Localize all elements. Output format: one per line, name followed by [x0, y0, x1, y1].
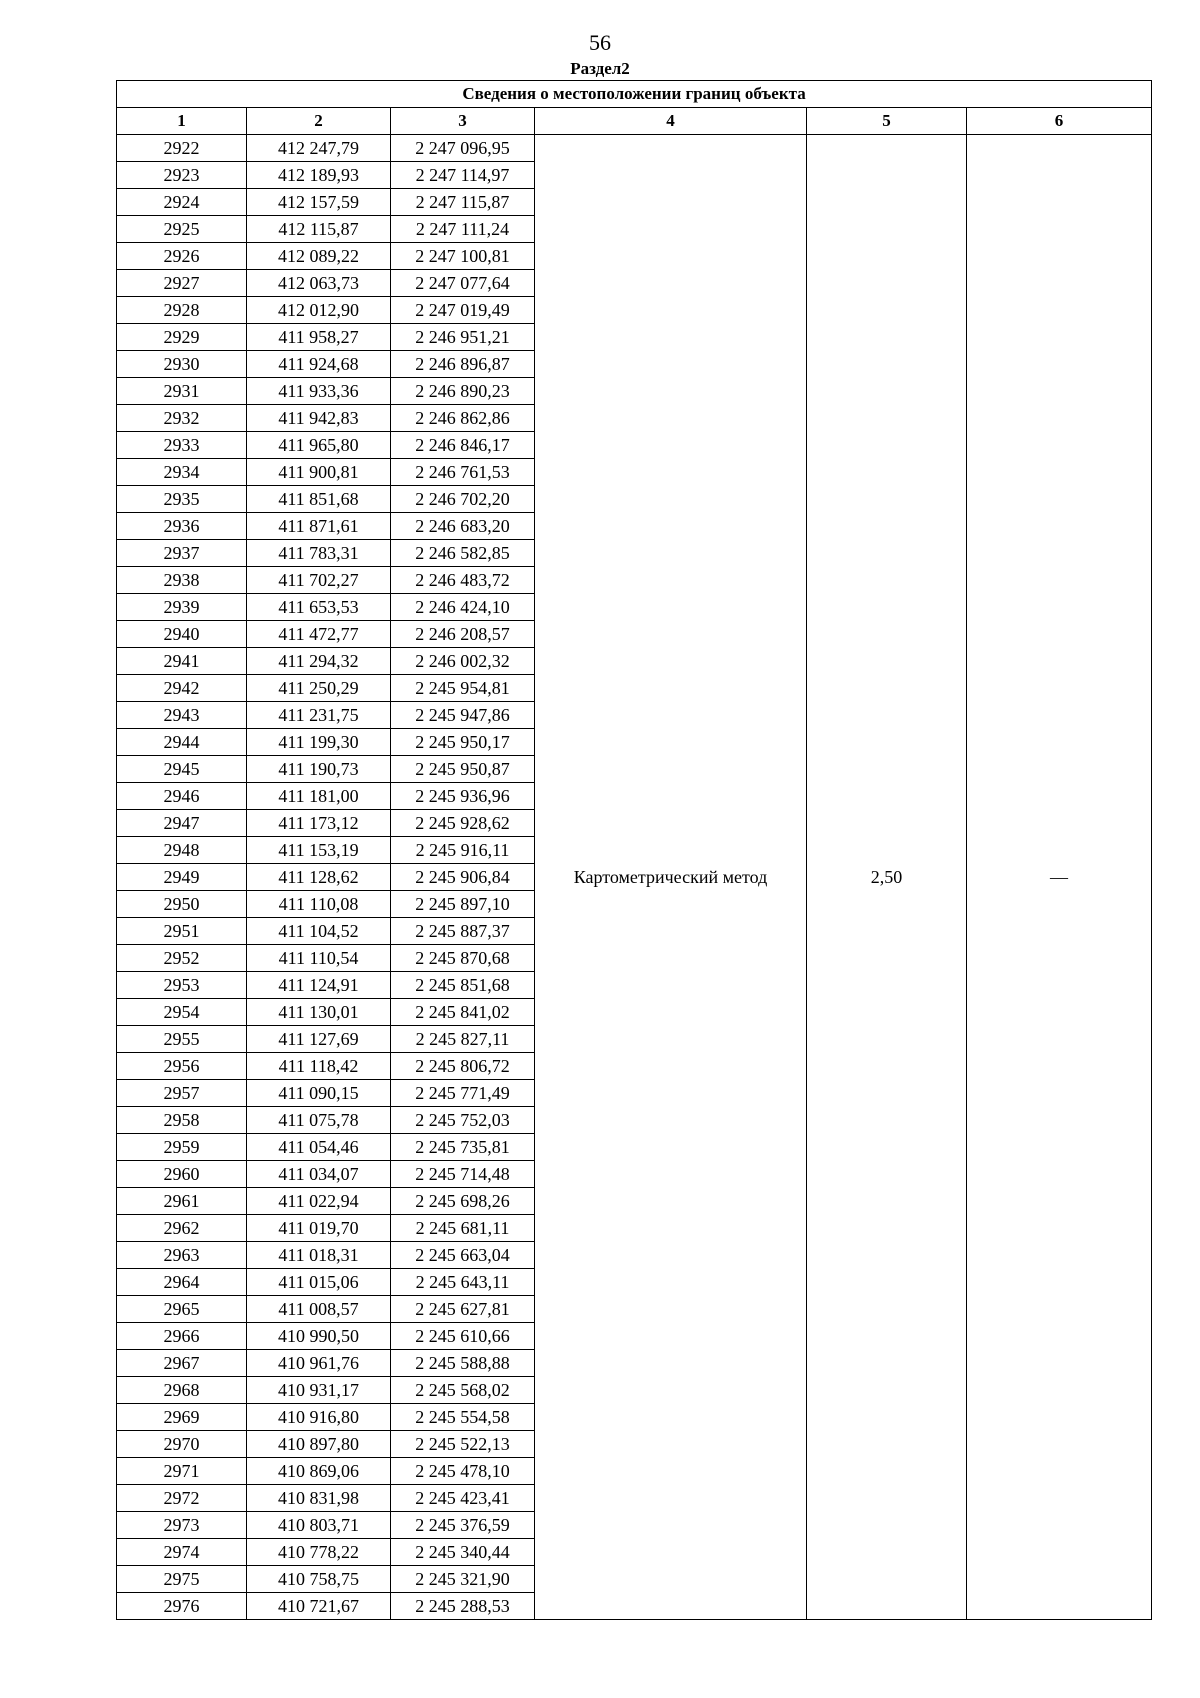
x-coordinate-cell: 412 063,73 — [247, 270, 391, 297]
point-number-cell: 2951 — [117, 918, 247, 945]
x-coordinate-cell: 412 089,22 — [247, 243, 391, 270]
x-coordinate-cell: 411 110,54 — [247, 945, 391, 972]
x-coordinate-cell: 411 181,00 — [247, 783, 391, 810]
point-number-cell: 2967 — [117, 1350, 247, 1377]
y-coordinate-cell: 2 246 483,72 — [391, 567, 535, 594]
x-coordinate-cell: 411 127,69 — [247, 1026, 391, 1053]
y-coordinate-cell: 2 246 890,23 — [391, 378, 535, 405]
y-coordinate-cell: 2 246 424,10 — [391, 594, 535, 621]
x-coordinate-cell: 411 851,68 — [247, 486, 391, 513]
point-number-cell: 2956 — [117, 1053, 247, 1080]
point-number-cell: 2949 — [117, 864, 247, 891]
y-coordinate-cell: 2 246 761,53 — [391, 459, 535, 486]
point-number-cell: 2927 — [117, 270, 247, 297]
table-body — [117, 135, 1152, 1620]
point-number-cell: 2960 — [117, 1161, 247, 1188]
y-coordinate-cell: 2 245 870,68 — [391, 945, 535, 972]
table-header-row — [117, 108, 1152, 135]
y-coordinate-cell: 2 245 340,44 — [391, 1539, 535, 1566]
column-header-6: 6 — [967, 108, 1152, 135]
y-coordinate-cell: 2 245 714,48 — [391, 1161, 535, 1188]
y-coordinate-cell: 2 246 683,20 — [391, 513, 535, 540]
y-coordinate-cell: 2 246 582,85 — [391, 540, 535, 567]
y-coordinate-cell: 2 245 954,81 — [391, 675, 535, 702]
point-number-cell: 2958 — [117, 1107, 247, 1134]
y-coordinate-cell: 2 245 522,13 — [391, 1431, 535, 1458]
x-coordinate-cell: 410 831,98 — [247, 1485, 391, 1512]
point-number-cell: 2970 — [117, 1431, 247, 1458]
x-coordinate-cell: 411 250,29 — [247, 675, 391, 702]
point-number-cell: 2940 — [117, 621, 247, 648]
y-coordinate-cell: 2 245 950,17 — [391, 729, 535, 756]
y-coordinate-cell: 2 246 846,17 — [391, 432, 535, 459]
point-number-cell: 2923 — [117, 162, 247, 189]
y-coordinate-cell: 2 245 851,68 — [391, 972, 535, 999]
y-coordinate-cell: 2 245 663,04 — [391, 1242, 535, 1269]
y-coordinate-cell: 2 246 862,86 — [391, 405, 535, 432]
y-coordinate-cell: 2 246 208,57 — [391, 621, 535, 648]
point-number-cell: 2950 — [117, 891, 247, 918]
y-coordinate-cell: 2 245 568,02 — [391, 1377, 535, 1404]
point-number-cell: 2976 — [117, 1593, 247, 1620]
x-coordinate-cell: 412 012,90 — [247, 297, 391, 324]
y-coordinate-cell: 2 247 100,81 — [391, 243, 535, 270]
point-number-cell: 2947 — [117, 810, 247, 837]
x-coordinate-cell: 411 199,30 — [247, 729, 391, 756]
x-coordinate-cell: 411 924,68 — [247, 351, 391, 378]
y-coordinate-cell: 2 245 735,81 — [391, 1134, 535, 1161]
point-number-cell: 2929 — [117, 324, 247, 351]
x-coordinate-cell: 411 231,75 — [247, 702, 391, 729]
x-coordinate-cell: 411 173,12 — [247, 810, 391, 837]
y-coordinate-cell: 2 246 896,87 — [391, 351, 535, 378]
y-coordinate-cell: 2 245 936,96 — [391, 783, 535, 810]
x-coordinate-cell: 411 190,73 — [247, 756, 391, 783]
point-number-cell: 2974 — [117, 1539, 247, 1566]
x-coordinate-cell: 410 803,71 — [247, 1512, 391, 1539]
point-number-cell: 2962 — [117, 1215, 247, 1242]
y-coordinate-cell: 2 247 096,95 — [391, 135, 535, 162]
x-coordinate-cell: 411 958,27 — [247, 324, 391, 351]
point-number-cell: 2930 — [117, 351, 247, 378]
point-number-cell: 2945 — [117, 756, 247, 783]
point-number-cell: 2972 — [117, 1485, 247, 1512]
x-coordinate-cell: 411 008,57 — [247, 1296, 391, 1323]
x-coordinate-cell: 411 294,32 — [247, 648, 391, 675]
boundary-coordinates-table — [116, 80, 1152, 1620]
point-number-cell: 2966 — [117, 1323, 247, 1350]
x-coordinate-cell: 410 869,06 — [247, 1458, 391, 1485]
point-number-cell: 2969 — [117, 1404, 247, 1431]
y-coordinate-cell: 2 247 111,24 — [391, 216, 535, 243]
description-cell: — — [967, 135, 1152, 1620]
point-number-cell: 2959 — [117, 1134, 247, 1161]
x-coordinate-cell: 411 653,53 — [247, 594, 391, 621]
y-coordinate-cell: 2 245 423,41 — [391, 1485, 535, 1512]
point-number-cell: 2931 — [117, 378, 247, 405]
point-number-cell: 2928 — [117, 297, 247, 324]
point-number-cell: 2935 — [117, 486, 247, 513]
x-coordinate-cell: 411 104,52 — [247, 918, 391, 945]
x-coordinate-cell: 411 075,78 — [247, 1107, 391, 1134]
y-coordinate-cell: 2 245 478,10 — [391, 1458, 535, 1485]
x-coordinate-cell: 411 015,06 — [247, 1269, 391, 1296]
y-coordinate-cell: 2 245 950,87 — [391, 756, 535, 783]
x-coordinate-cell: 412 247,79 — [247, 135, 391, 162]
point-number-cell: 2948 — [117, 837, 247, 864]
point-number-cell: 2943 — [117, 702, 247, 729]
point-number-cell: 2964 — [117, 1269, 247, 1296]
x-coordinate-cell: 410 721,67 — [247, 1593, 391, 1620]
section-label: Раздел2 — [570, 59, 630, 78]
x-coordinate-cell: 411 124,91 — [247, 972, 391, 999]
y-coordinate-cell: 2 245 588,88 — [391, 1350, 535, 1377]
x-coordinate-cell: 411 965,80 — [247, 432, 391, 459]
point-number-cell: 2941 — [117, 648, 247, 675]
y-coordinate-cell: 2 245 698,26 — [391, 1188, 535, 1215]
point-number-cell: 2939 — [117, 594, 247, 621]
point-number-cell: 2932 — [117, 405, 247, 432]
point-number-cell: 2924 — [117, 189, 247, 216]
y-coordinate-cell: 2 245 897,10 — [391, 891, 535, 918]
x-coordinate-cell: 412 189,93 — [247, 162, 391, 189]
point-number-cell: 2938 — [117, 567, 247, 594]
x-coordinate-cell: 410 961,76 — [247, 1350, 391, 1377]
point-number-cell: 2933 — [117, 432, 247, 459]
y-coordinate-cell: 2 245 806,72 — [391, 1053, 535, 1080]
y-coordinate-cell: 2 245 554,58 — [391, 1404, 535, 1431]
x-coordinate-cell: 411 019,70 — [247, 1215, 391, 1242]
y-coordinate-cell: 2 245 887,37 — [391, 918, 535, 945]
column-header-2: 2 — [247, 108, 391, 135]
y-coordinate-cell: 2 245 947,86 — [391, 702, 535, 729]
y-coordinate-cell: 2 245 916,11 — [391, 837, 535, 864]
point-number-cell: 2926 — [117, 243, 247, 270]
point-number-cell: 2973 — [117, 1512, 247, 1539]
x-coordinate-cell: 411 130,01 — [247, 999, 391, 1026]
point-number-cell: 2944 — [117, 729, 247, 756]
x-coordinate-cell: 410 916,80 — [247, 1404, 391, 1431]
column-header-1: 1 — [117, 108, 247, 135]
x-coordinate-cell: 411 702,27 — [247, 567, 391, 594]
x-coordinate-cell: 410 758,75 — [247, 1566, 391, 1593]
point-number-cell: 2965 — [117, 1296, 247, 1323]
table-row — [117, 135, 1152, 162]
y-coordinate-cell: 2 245 928,62 — [391, 810, 535, 837]
y-coordinate-cell: 2 246 002,32 — [391, 648, 535, 675]
y-coordinate-cell: 2 247 114,97 — [391, 162, 535, 189]
point-number-cell: 2954 — [117, 999, 247, 1026]
x-coordinate-cell: 411 110,08 — [247, 891, 391, 918]
x-coordinate-cell: 411 034,07 — [247, 1161, 391, 1188]
x-coordinate-cell: 411 783,31 — [247, 540, 391, 567]
x-coordinate-cell: 411 090,15 — [247, 1080, 391, 1107]
point-number-cell: 2952 — [117, 945, 247, 972]
x-coordinate-cell: 411 942,83 — [247, 405, 391, 432]
y-coordinate-cell: 2 245 376,59 — [391, 1512, 535, 1539]
accuracy-cell: 2,50 — [807, 135, 967, 1620]
x-coordinate-cell: 411 118,42 — [247, 1053, 391, 1080]
x-coordinate-cell: 411 153,19 — [247, 837, 391, 864]
page-number: 56 — [589, 30, 611, 55]
point-number-cell: 2936 — [117, 513, 247, 540]
x-coordinate-cell: 412 157,59 — [247, 189, 391, 216]
column-header-5: 5 — [807, 108, 967, 135]
x-coordinate-cell: 411 472,77 — [247, 621, 391, 648]
table-title: Сведения о местоположении границ объекта — [117, 81, 1152, 108]
y-coordinate-cell: 2 247 077,64 — [391, 270, 535, 297]
x-coordinate-cell: 410 990,50 — [247, 1323, 391, 1350]
point-number-cell: 2953 — [117, 972, 247, 999]
y-coordinate-cell: 2 247 115,87 — [391, 189, 535, 216]
x-coordinate-cell: 411 022,94 — [247, 1188, 391, 1215]
table-title-row — [117, 81, 1152, 108]
point-number-cell: 2925 — [117, 216, 247, 243]
method-cell: Картометрический метод — [535, 135, 807, 1620]
y-coordinate-cell: 2 246 951,21 — [391, 324, 535, 351]
point-number-cell: 2961 — [117, 1188, 247, 1215]
x-coordinate-cell: 412 115,87 — [247, 216, 391, 243]
y-coordinate-cell: 2 247 019,49 — [391, 297, 535, 324]
y-coordinate-cell: 2 245 321,90 — [391, 1566, 535, 1593]
point-number-cell: 2975 — [117, 1566, 247, 1593]
point-number-cell: 2957 — [117, 1080, 247, 1107]
point-number-cell: 2934 — [117, 459, 247, 486]
x-coordinate-cell: 410 931,17 — [247, 1377, 391, 1404]
y-coordinate-cell: 2 245 841,02 — [391, 999, 535, 1026]
y-coordinate-cell: 2 245 752,03 — [391, 1107, 535, 1134]
y-coordinate-cell: 2 245 610,66 — [391, 1323, 535, 1350]
x-coordinate-cell: 411 018,31 — [247, 1242, 391, 1269]
x-coordinate-cell: 411 871,61 — [247, 513, 391, 540]
point-number-cell: 2937 — [117, 540, 247, 567]
y-coordinate-cell: 2 246 702,20 — [391, 486, 535, 513]
x-coordinate-cell: 411 933,36 — [247, 378, 391, 405]
y-coordinate-cell: 2 245 627,81 — [391, 1296, 535, 1323]
point-number-cell: 2946 — [117, 783, 247, 810]
y-coordinate-cell: 2 245 288,53 — [391, 1593, 535, 1620]
x-coordinate-cell: 411 128,62 — [247, 864, 391, 891]
x-coordinate-cell: 411 900,81 — [247, 459, 391, 486]
point-number-cell: 2922 — [117, 135, 247, 162]
point-number-cell: 2963 — [117, 1242, 247, 1269]
x-coordinate-cell: 410 897,80 — [247, 1431, 391, 1458]
y-coordinate-cell: 2 245 681,11 — [391, 1215, 535, 1242]
point-number-cell: 2955 — [117, 1026, 247, 1053]
point-number-cell: 2942 — [117, 675, 247, 702]
y-coordinate-cell: 2 245 771,49 — [391, 1080, 535, 1107]
x-coordinate-cell: 410 778,22 — [247, 1539, 391, 1566]
column-header-4: 4 — [535, 108, 807, 135]
point-number-cell: 2971 — [117, 1458, 247, 1485]
column-header-3: 3 — [391, 108, 535, 135]
x-coordinate-cell: 411 054,46 — [247, 1134, 391, 1161]
y-coordinate-cell: 2 245 643,11 — [391, 1269, 535, 1296]
point-number-cell: 2968 — [117, 1377, 247, 1404]
y-coordinate-cell: 2 245 827,11 — [391, 1026, 535, 1053]
y-coordinate-cell: 2 245 906,84 — [391, 864, 535, 891]
